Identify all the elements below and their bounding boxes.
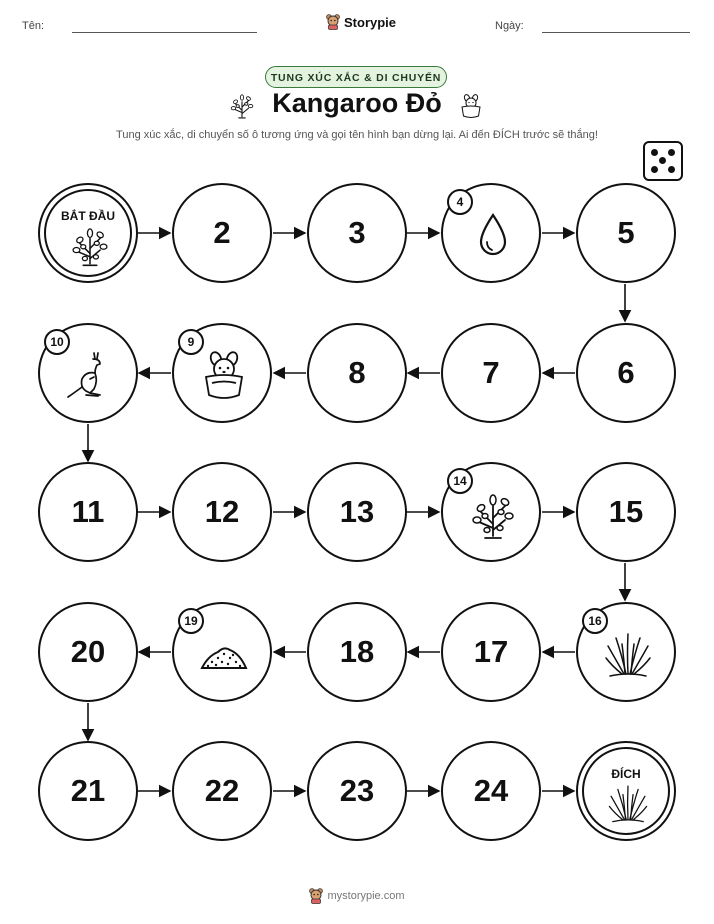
- space-number: 17: [473, 634, 509, 669]
- space-number: 20: [70, 634, 106, 669]
- grass-icon: [602, 628, 654, 680]
- footer-url[interactable]: mystorypie.com: [327, 890, 405, 902]
- board-space-12[interactable]: [172, 462, 272, 562]
- board-space-15[interactable]: [576, 462, 676, 562]
- space-label: BẮT ĐẦU: [61, 209, 115, 223]
- space-label: ĐÍCH: [611, 767, 641, 781]
- space-number: 2: [213, 215, 231, 250]
- kangaroo-icon: [64, 349, 116, 401]
- name-label: Tên:: [22, 20, 45, 32]
- space-number: 3: [348, 215, 366, 250]
- space-number-badge: 4: [447, 189, 473, 215]
- space-number: 21: [70, 773, 106, 808]
- water-drop-icon: [467, 209, 519, 261]
- board-space-21[interactable]: [38, 741, 138, 841]
- board-space-17[interactable]: [441, 602, 541, 702]
- space-number: 22: [204, 773, 240, 808]
- bush-icon: [68, 223, 112, 267]
- space-number: 12: [204, 494, 240, 529]
- space-number: 18: [339, 634, 375, 669]
- board-space-4[interactable]: [441, 183, 541, 283]
- page-title: Kangaroo Đỏ: [272, 88, 442, 118]
- footer: [0, 888, 714, 904]
- space-number: 8: [348, 355, 366, 390]
- game-type-badge: TUNG XÚC XẮC & DI CHUYỂN: [265, 66, 447, 88]
- space-number-badge: 19: [178, 608, 204, 634]
- board-space-25[interactable]: [576, 741, 676, 841]
- board-space-13[interactable]: [307, 462, 407, 562]
- space-number: 23: [339, 773, 375, 808]
- board-space-18[interactable]: [307, 602, 407, 702]
- board-space-22[interactable]: [172, 741, 272, 841]
- board-space-1[interactable]: [38, 183, 138, 283]
- board-space-11[interactable]: [38, 462, 138, 562]
- board-space-5[interactable]: [576, 183, 676, 283]
- space-number: 24: [473, 773, 509, 808]
- board-space-23[interactable]: [307, 741, 407, 841]
- instructions: Tung xúc xắc, di chuyển số ô tương ứng và gọi tên hình bạn dừng lại. Ai đến ĐÍCH trước sẽ thắng!: [116, 129, 598, 141]
- board-space-7[interactable]: [441, 323, 541, 423]
- sand-pile-icon: [198, 628, 250, 680]
- joey-in-pouch-icon: [198, 349, 250, 401]
- space-number: 15: [608, 494, 644, 529]
- board-space-6[interactable]: [576, 323, 676, 423]
- space-number-badge: 10: [44, 329, 70, 355]
- board-space-10[interactable]: [38, 323, 138, 423]
- space-number: 6: [617, 355, 635, 390]
- board-space-16[interactable]: [576, 602, 676, 702]
- space-number-badge: 14: [447, 468, 473, 494]
- space-number: 5: [617, 215, 635, 250]
- space-number-badge: 9: [178, 329, 204, 355]
- space-number-badge: 16: [582, 608, 608, 634]
- board-space-24[interactable]: [441, 741, 541, 841]
- brand-name: Storypie: [344, 14, 397, 30]
- space-number: 7: [482, 355, 500, 390]
- board-space-3[interactable]: [307, 183, 407, 283]
- board-space-2[interactable]: [172, 183, 272, 283]
- bush-icon: [467, 488, 519, 540]
- space-number: 13: [339, 494, 375, 529]
- board-space-14[interactable]: [441, 462, 541, 562]
- board-space-19[interactable]: [172, 602, 272, 702]
- bear-logo-icon: [309, 888, 323, 904]
- date-label: Ngày:: [495, 20, 524, 32]
- space-number: 11: [71, 494, 105, 529]
- board-space-8[interactable]: [307, 323, 407, 423]
- board-space-20[interactable]: [38, 602, 138, 702]
- grass-icon: [606, 781, 650, 825]
- board-space-9[interactable]: [172, 323, 272, 423]
